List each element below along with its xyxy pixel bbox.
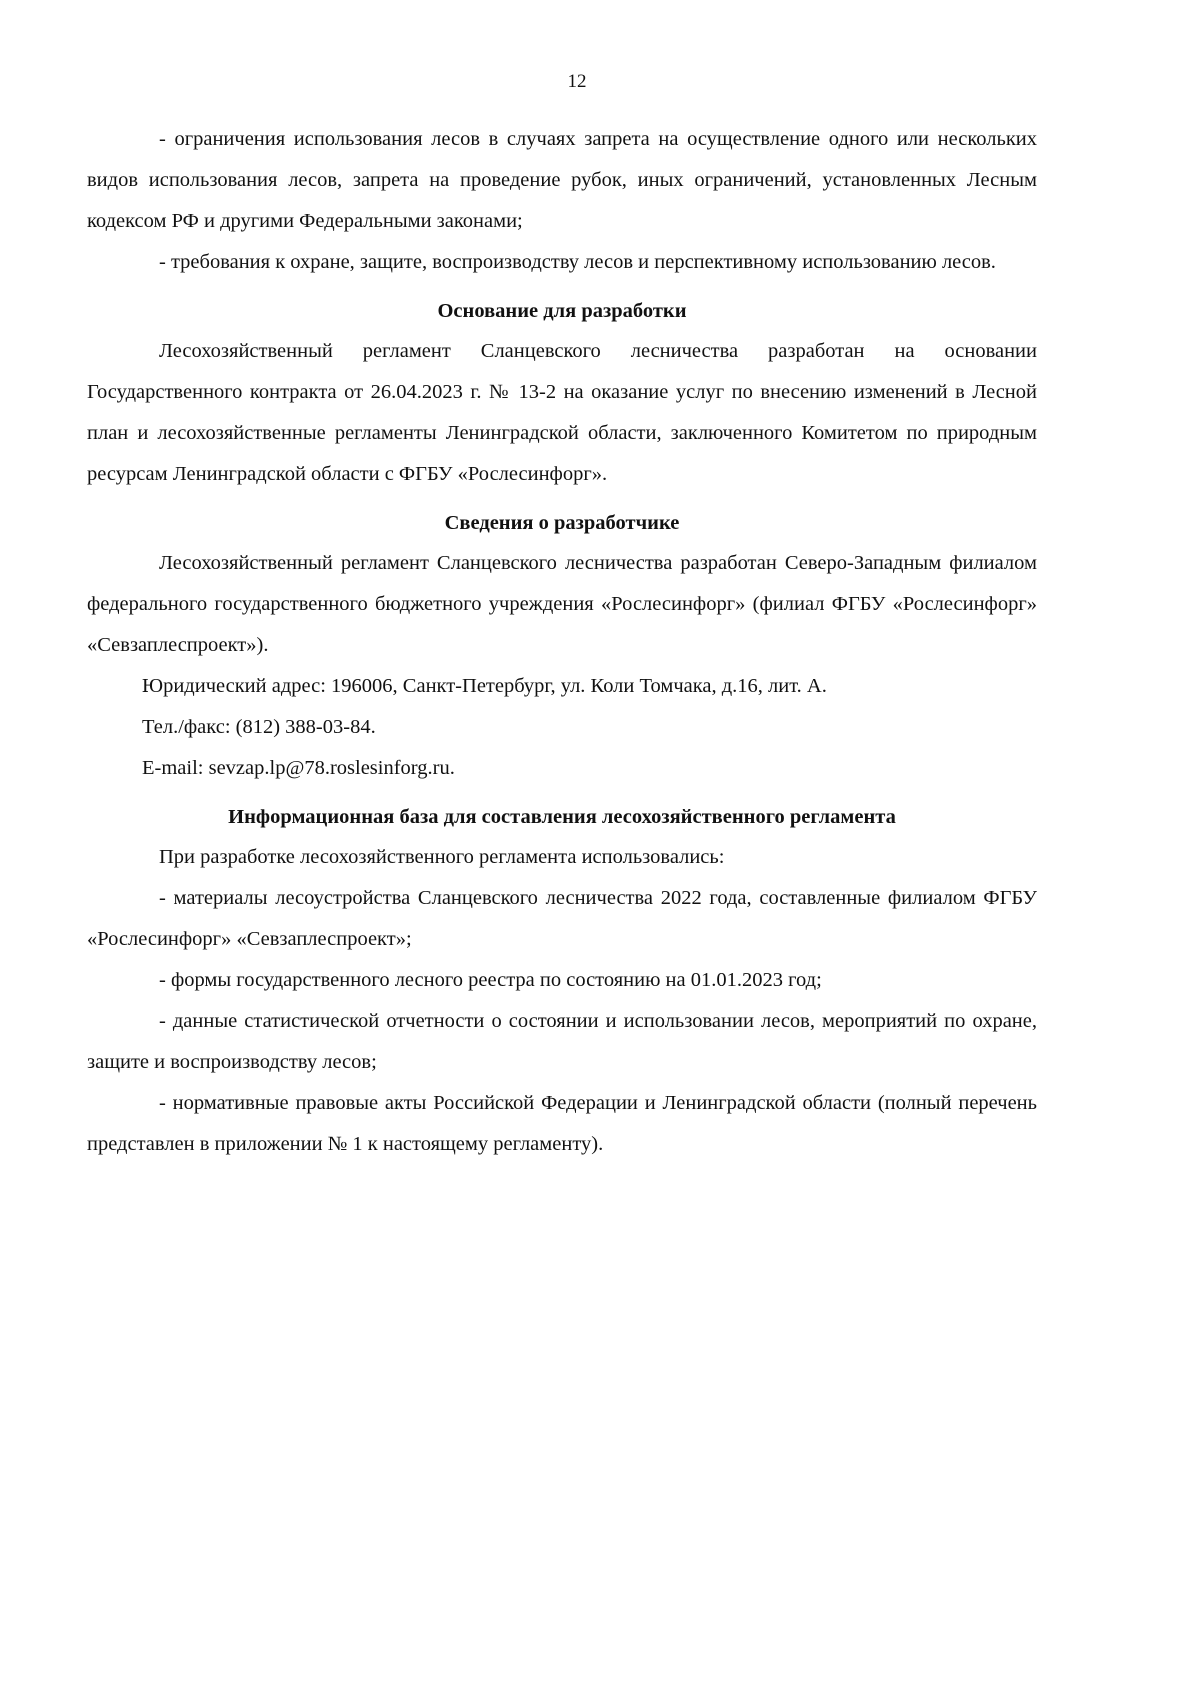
developer-paragraph: Лесохозяйственный регламент Сланцевского лесничества разработан Северо-Западным филиалом федерального государственного бюджетного учреждения «Рослесинфорг» (филиал ФГБУ «Рослесинфорг» «Севзаплеспроект»). (87, 552, 1037, 656)
developer-email: E-mail: sevzap.lp@78.roslesinforg.ru. (142, 757, 455, 779)
page-number: 12 (567, 71, 587, 92)
developer-address: Юридический адрес: 196006, Санкт-Петербург, ул. Коли Томчака, д.16, лит. А. (142, 675, 827, 697)
developer-phone: Тел./факс: (812) 388-03-84. (142, 716, 376, 738)
sources-paragraph-5: - нормативные правовые акты Российской Федерации и Ленинградской области (полный перечень представлен в приложении № 1 к настоящему регламенту). (87, 1092, 1037, 1155)
document-page (87, 60, 1037, 1165)
heading-developer: Сведения о разработчике (444, 512, 680, 534)
heading-sources: Информационная база для составления лесохозяйственного регламента (228, 806, 896, 828)
heading-basis: Основание для разработки (437, 300, 687, 322)
sources-paragraph-1: При разработке лесохозяйственного регламента использовались: (159, 846, 725, 868)
sources-paragraph-3: - формы государственного лесного реестра по состоянию на 01.01.2023 год; (159, 969, 822, 991)
intro-paragraph-1: - ограничения использования лесов в случаях запрета на осуществление одного или нескольких видов использования лесов, запрета на проведение рубок, иных ограничений, установленных Лесным кодексом РФ и другими Федеральными законами; (87, 128, 1037, 232)
sources-paragraph-2: - материалы лесоустройства Сланцевского лесничества 2022 года, составленные филиалом ФГБУ «Рослесинфорг» «Севзаплеспроект»; (87, 887, 1037, 950)
basis-paragraph: Лесохозяйственный регламент Сланцевского лесничества разработан на основании Государственного контракта от 26.04.2023 г. № 13-2 на оказание услуг по внесению изменений в Лесной план и лесохозяйственные регламенты Ленинградской области, заключенного Комитетом по природным ресурсам Ленинградской области с ФГБУ «Рослесинфорг». (87, 340, 1037, 485)
sources-paragraph-4: - данные статистической отчетности о состоянии и использовании лесов, мероприятий по охране, защите и воспроизводству лесов; (87, 1010, 1037, 1073)
intro-paragraph-2: - требования к охране, защите, воспроизводству лесов и перспективному использованию лесов. (159, 251, 996, 273)
